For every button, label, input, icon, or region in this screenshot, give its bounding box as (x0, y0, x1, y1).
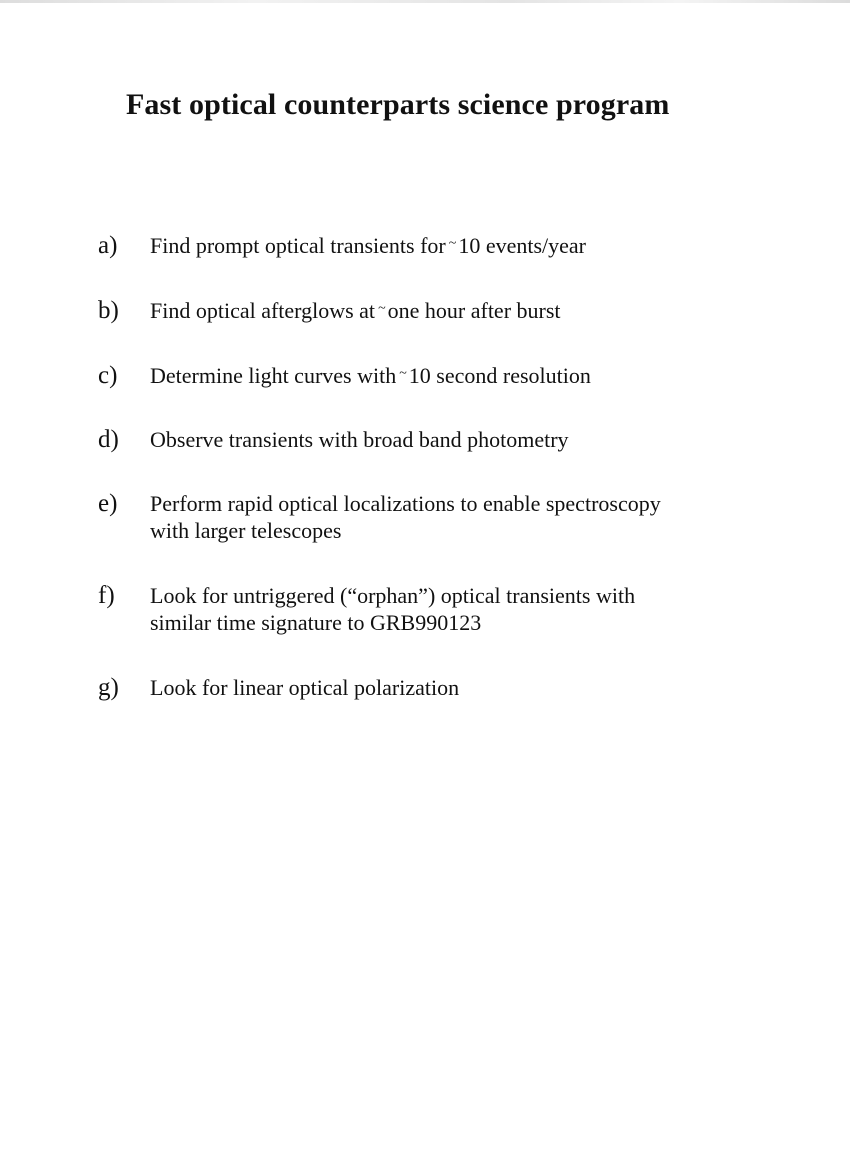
item-letter: f) (98, 582, 115, 609)
item-text: Find prompt optical transients for ~10 events/year (150, 233, 586, 258)
item-text: Observe transients with broad band photometry (150, 427, 569, 452)
item-text: Determine light curves with ~10 second resolution (150, 363, 591, 388)
tilde-symbol: ~ (448, 236, 457, 251)
item-letter: e) (98, 490, 118, 517)
item-letter: d) (98, 426, 119, 453)
item-text-line-2: similar time signature to GRB990123 (150, 610, 482, 635)
tilde-symbol: ~ (399, 366, 407, 381)
item-text-line-1: Perform rapid optical localizations to enable spectroscopy (150, 491, 661, 516)
item-text: Find optical afterglows at ~one hour after burst (150, 298, 561, 323)
page-title: Fast optical counterparts science program (126, 88, 670, 121)
item-text-line-2: with larger telescopes (150, 518, 342, 543)
item-text-line-1: Look for untriggered (“orphan”) optical transients with (150, 583, 636, 608)
tilde-symbol: ~ (378, 301, 386, 316)
item-letter: b) (98, 297, 119, 324)
item-text (150, 490, 750, 544)
item-letter: a) (98, 232, 118, 259)
scan-edge (0, 0, 850, 3)
item-letter: c) (98, 362, 118, 389)
item-letter: g) (98, 674, 119, 701)
item-text: Look for linear optical polarization (150, 675, 460, 700)
item-text (150, 582, 750, 636)
